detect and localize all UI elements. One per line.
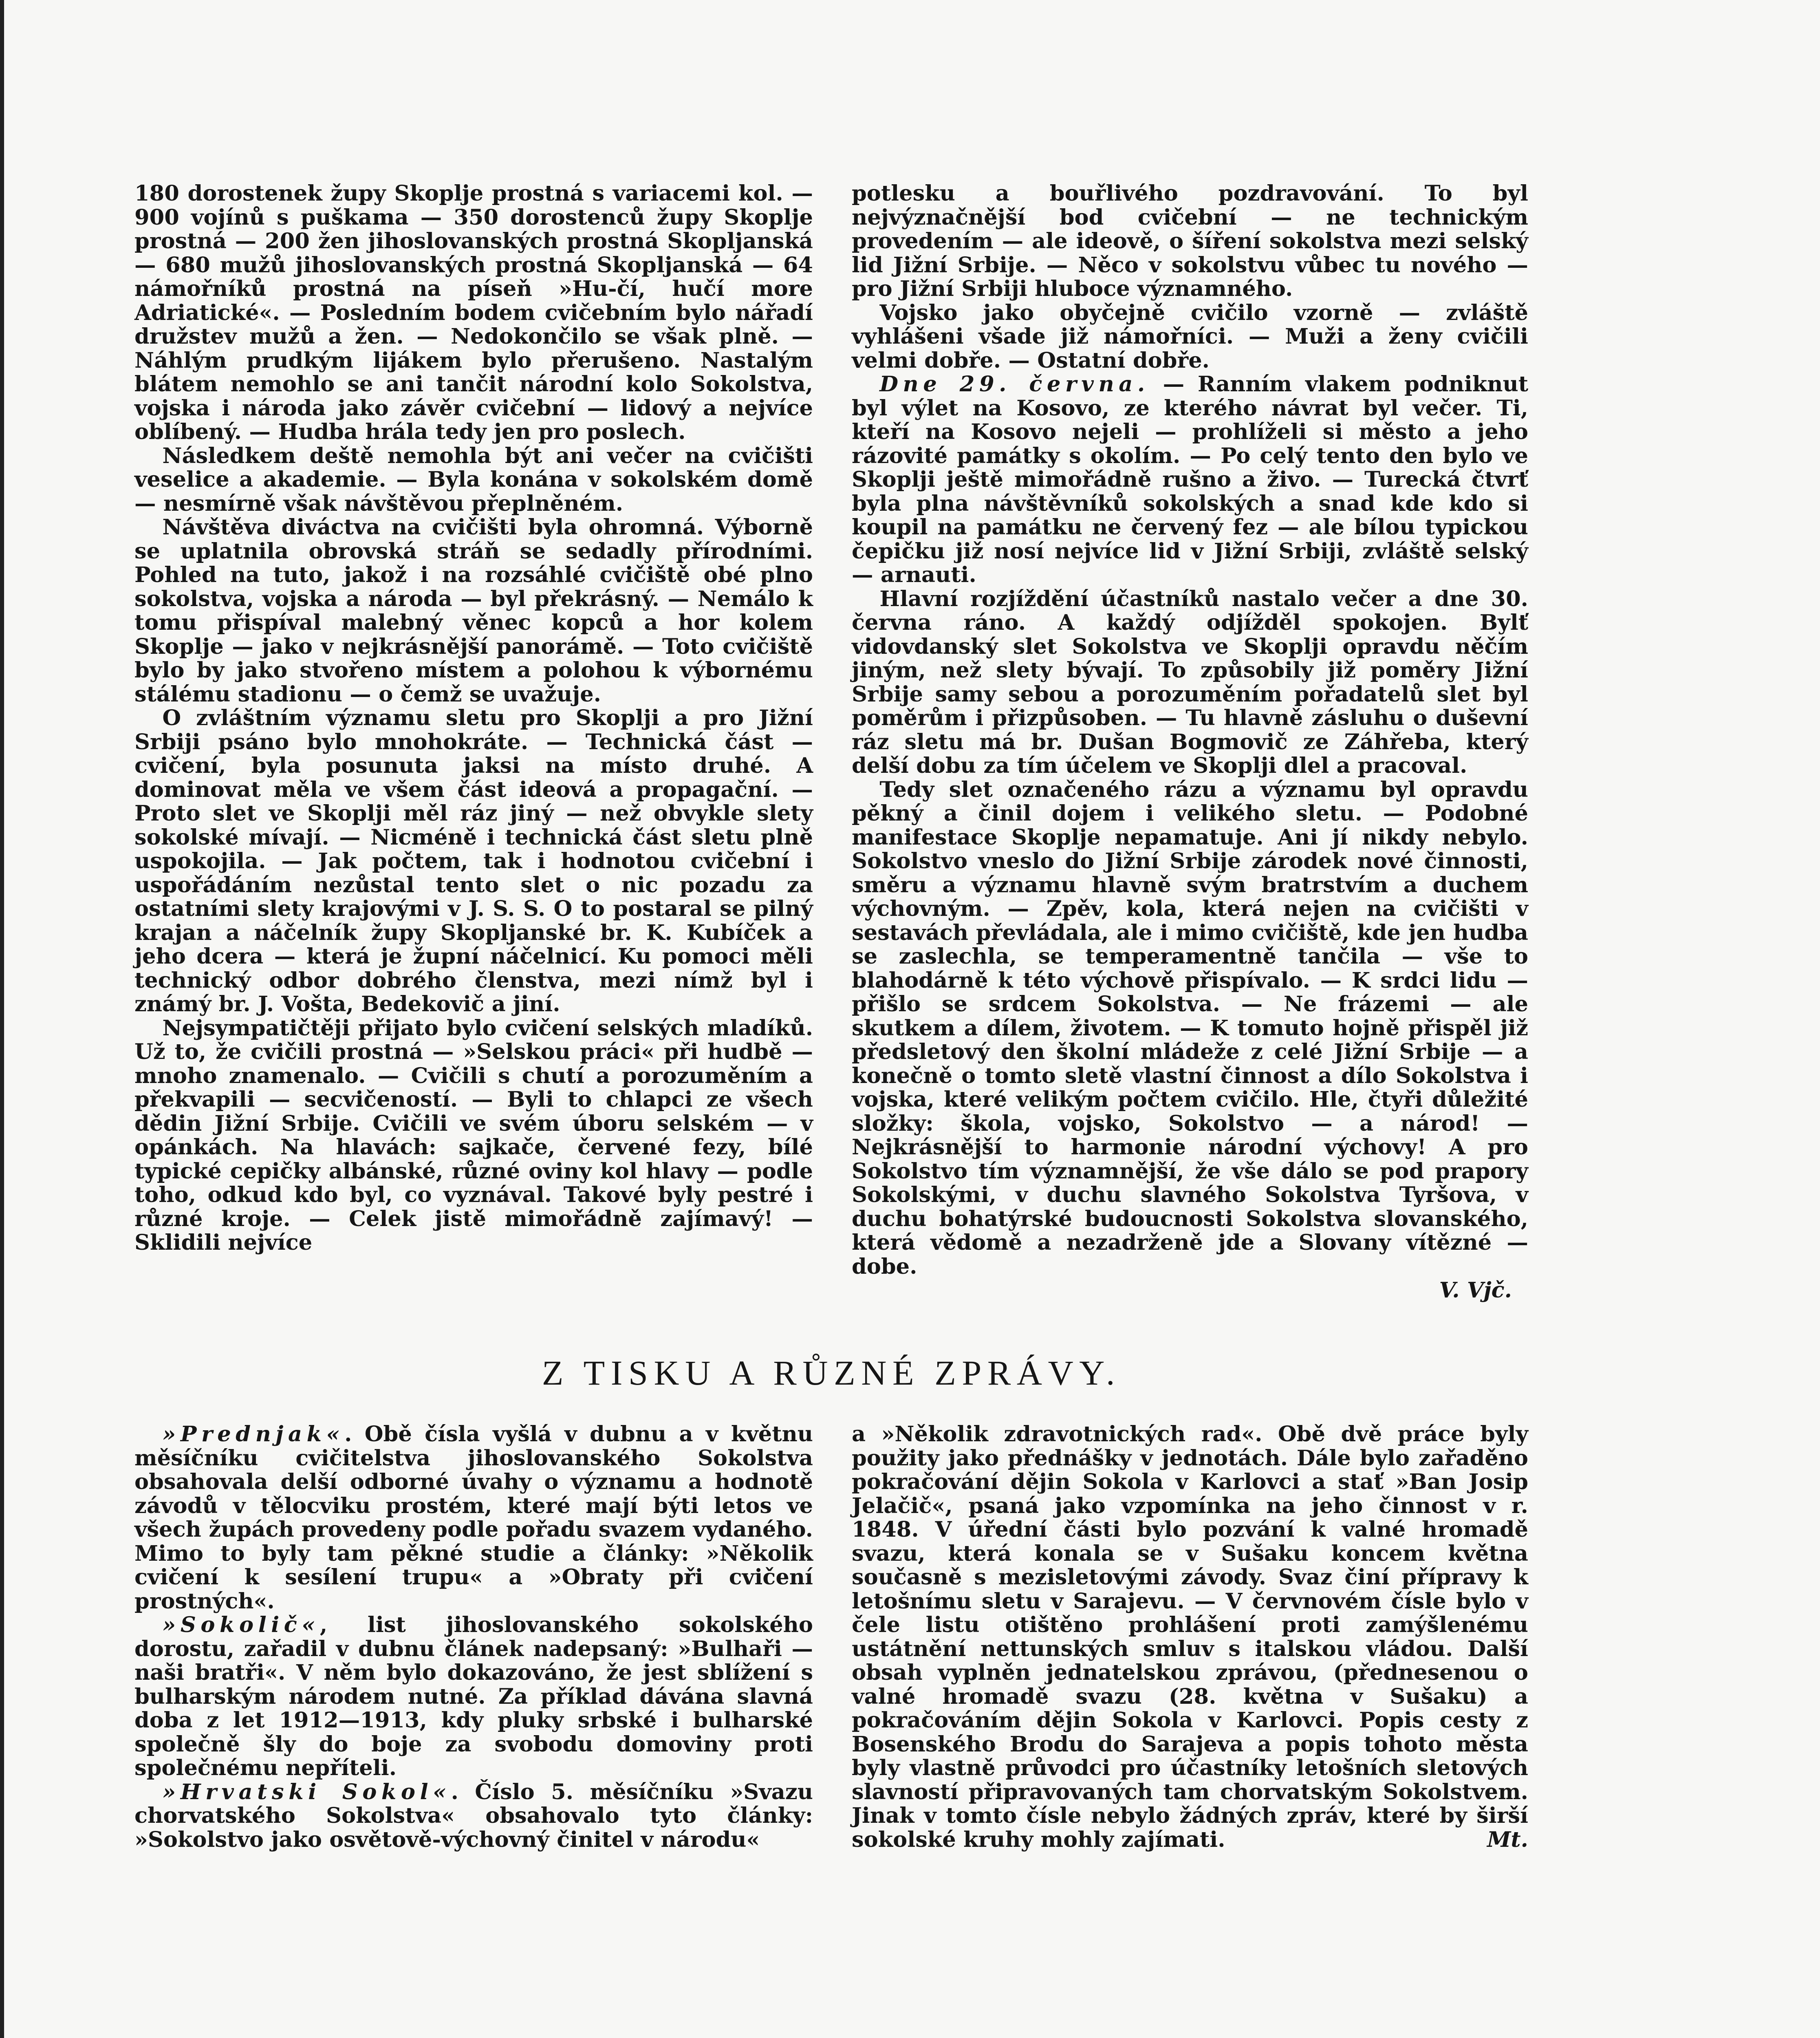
- news-item: [134, 1423, 813, 1613]
- paragraph: Nejsympatičtěji přijato bylo cvičení selských mladíků. Už to, že cvičili prostná — »Selskou práci« při hudbě — mnoho znamenalo. — Cvičili s chutí a porozuměním a překvapili — secvičeností. — Byli to chlapci ze všech dědin Jižní Srbije. Cvičili ve svém úboru selském — v opánkách. Na hlavách: sajkače, červené fezy, bílé typické cepičky albánské, různé oviny kol hlavy — podle toho, odkud kdo byl, co vyznával. Takové byly pestré i různé kroje. — Celek jistě mimořádně zajímavý! — Sklidili nejvíce: [134, 1015, 813, 1255]
- paragraph-dated: [852, 373, 1528, 587]
- article-left-column: [134, 182, 813, 1255]
- news-left-column: [134, 1423, 813, 1852]
- paragraph-text: — Ranním vlakem podniknut byl výlet na Kosovo, ze kterého návrat byl večer. Ti, kteří na Kosovo nejeli — prohlíželi si město a jeho rázovité památky s okolím. — Po celý tento den bylo ve Skoplji ještě mimořádně rušno a živo. — Turecká čtvrť byla plna návštěvníků sokolských a snad kde kdo si koupil na památku ne červený fez — ale bílou typickou čepičku již nosí nejvíce lid v Jižní Srbiji, zvláště selský — arnauti.: [852, 372, 1529, 587]
- paragraph: O zvláštním významu sletu pro Skoplji a pro Jižní Srbiji psáno bylo mnohokráte. — Technická část — cvičení, byla posunuta jaksi na místo druhé. A dominovat měla ve všem část ideová a propagační. — Proto slet ve Skoplji měl ráz jiný — než obvykle slety sokolské mívají. — Nicméně i technická část sletu plně uspokojila. — Jak počtem, tak i hodnotou cvičební i uspořádáním nezůstal tento slet o nic pozadu za ostatními slety krajovými v J. S. S. O to postaral se pilný krajan a náčelník župy Skopljanské br. K. Kubíček a jeho dcera — která je župní náčelnicí. Ku pomoci měli technický odbor dobrého členstva, mezi nímž byl i známý br. J. Vošta, Bedekovič a jiní.: [134, 706, 813, 1017]
- news-item-title: »Prednjak«: [162, 1422, 345, 1447]
- news-item-title: »Sokolič«: [162, 1612, 320, 1637]
- date-heading: Dne 29. června.: [879, 372, 1150, 397]
- paragraph: Následkem deště nemohla být ani večer na cvičišti veselice a akademie. — Byla konána v sokolském domě — nesmírně však návštěvou přeplněném.: [134, 443, 813, 516]
- paragraph: Tedy slet označeného rázu a významu byl opravdu pěkný a činil dojem i velikého sletu. — Podobné manifestace Skoplje nepamatuje. Ani jí nikdy nebylo. Sokolstvo vneslo do Jižní Srbije zárodek nové činnosti, směru a významu hlavně svým bratrstvím a duchem výchovným. — Zpěv, kola, která nejen na cvičišti v sestavách převládala, ale i mimo cvičiště, kde jen hudba se zaslechla, se temperamentně tančila — vše to blahodárně k této výchově přispívalo. — K srdci lidu — přišlo se srdcem Sokolstva. — Ne frázemi — ale skutkem a dílem, životem. — K tomuto hojně přispěl již předsletový den školní mládeže z celé Jižní Srbije — a konečně o tomto sletě vlastní činnost a dílo Sokolstva i vojska, které velikým počtem cvičilo. Hle, čtyři důležité složky: škola, vojsko, Sokolstvo — a národ! — Nejkrásnější to harmonie národní výchovy! A pro Sokolstvo tím významnější, že vše dálo se pod prapory Sokolskými, v duchu slavného Sokolstva Tyršova, v duchu bohatýrské budoucnosti Sokolstva slovanského, která vědomě a nezadrženě jde a Slovany vítězné — dobe.: [852, 777, 1528, 1279]
- paragraph: Vojsko jako obyčejně cvičilo vzorně — zvláště vyhlášeni všade již námořníci. — Muži a ženy cvičili velmi dobře. — Ostatní dobře.: [852, 300, 1528, 373]
- news-right-column: [852, 1423, 1528, 1852]
- paragraph: Hlavní rozjíždění účastníků nastalo večer a dne 30. června ráno. A každý odjížděl spokojen. Bylť vidovdanský slet Sokolstva ve Skoplji opravdu něčím jiným, než slety bývají. To způsobily již poměry Jižní Srbije samy sebou a porozuměním pořadatelů slet byl poměrům i přizpůsoben. — Tu hlavně zásluhu o duševní ráz sletu má br. Dušan Bogmovič ze Záhřeba, který delší dobu za tím účelem ve Skoplji dlel a pracoval.: [852, 586, 1528, 778]
- news-item-text: , list jihoslovanského sokolského dorostu, zařadil v dubnu článek nadepsaný: »Bulhaři — naši bratři«. V něm bylo dokazováno, že jest sblížení s bulharským národem nutné. Za příklad dávána slavná doba z let 1912—1913, kdy pluky srbské i bulharské společně šly do boje za svobodu domoviny proti společnému nepříteli.: [134, 1612, 813, 1780]
- news-item-text: a »Několik zdravotnických rad«. Obě dvě práce byly použity jako přednášky v jednotách. Dále bylo zařaděno pokračování dějin Sokola v Karlovci a stať »Ban Josip Jelačič«, psaná jako vzpomínka na jeho činnost v r. 1848. V úřední části bylo pozvání k valné hromadě svazu, která konala se v Sušaku koncem května současně s mezisletovými závody. Svaz činí přípravy k letošnímu sletu v Sarajevu. — V červnovém čísle bylo v čele listu otištěno prohlášení proti zamýšlenému ustátnění nettunských smluv s italskou vládou. Další obsah vyplněn jednatelskou zprávou, (přednesenou o valné hromadě svazu (28. května v Sušaku) a pokračováním dějin Sokola v Karlovci. Popis cesty z Bosenského Brodu do Sarajeva a popis tohoto města byly vlastně průvodci pro účastníky letošních sletových slavností připravovaných tam chorvatským Sokolstvem. Jinak v tomto čísle nebylo žádných zpráv, které by širší sokolské kruhy mohly zajímati.: [852, 1422, 1528, 1852]
- news-item-text: . Obě čísla vyšlá v dubnu a v květnu měsíčníku cvičitelstva jihoslovanského Sokolstva obsahovala delší odborné úvahy o významu a hodnotě závodů v tělocviku prostém, které mají býti letos ve všech župách provedeny podle pořadu svazem vydaného. Mimo to byly tam pěkné studie a články: »Několik cvičení k sesílení trupu« a »Obraty při cvičení prostných«.: [134, 1422, 813, 1614]
- section-heading: Z TISKU A RŮZNÉ ZPRÁVY.: [542, 1353, 1121, 1392]
- article-right-column: [852, 182, 1528, 1303]
- news-item-continued: [852, 1423, 1528, 1852]
- paragraph: Návštěva diváctva na cvičišti byla ohromná. Výborně se uplatnila obrovská stráň se sedadly přírodními. Pohled na tuto, jakož i na rozsáhlé cvičiště obé plno sokolstva, vojska a národa — byl překrásný. — Nemálo k tomu přispíval malebný věnec kopců a hor kolem Skoplje — jako v nejkrásnější panorámě. — Toto cvičiště bylo by jako stvořeno místem a polohou k výbornému stálému stadionu — o čemž se uvažuje.: [134, 515, 813, 707]
- paragraph: 180 dorostenek župy Skoplje prostná s variacemi kol. — 900 vojínů s puškama — 350 dorostenců župy Skoplje prostná — 200 žen jihoslovanských prostná Skopljanská — 680 mužů jihoslovanských prostná Skopljanská — 64 námořníků prostná na píseň »Hu-čí, hučí more Adriatické«. — Posledním bodem cvičebním bylo nářadí družstev mužů a žen. — Nedokončilo se však plně. — Náhlým prudkým lijákem bylo přerušeno. Nastalým blátem nemohlo se ani tančit národní kolo Sokolstva, vojska i národa jako závěr cvičební — lidový a nejvíce oblíbený. — Hudba hrála tedy jen pro poslech.: [134, 181, 813, 444]
- news-item-text: . Číslo 5. měsíčníku »Svazu chorvatského Sokolstva« obsahovalo tyto články: »Sokolstvo jako osvětově-výchovný činitel v národu«: [134, 1779, 813, 1852]
- news-signature: Mt.: [1487, 1827, 1528, 1852]
- news-item: [134, 1780, 813, 1852]
- news-item-title: »Hrvatski Sokol«: [162, 1779, 451, 1804]
- article-signature: V. Vjč.: [1439, 1278, 1512, 1303]
- news-item: [134, 1613, 813, 1780]
- paragraph: potlesku a bouřlivého pozdravování. To byl nejvýznačnější bod cvičební — ne technickým provedením — ale ideově, o šíření sokolstva mezi selský lid Jižní Srbije. — Něco v sokolstvu vůbec tu nového — pro Jižní Srbiji hluboce významného.: [852, 181, 1528, 301]
